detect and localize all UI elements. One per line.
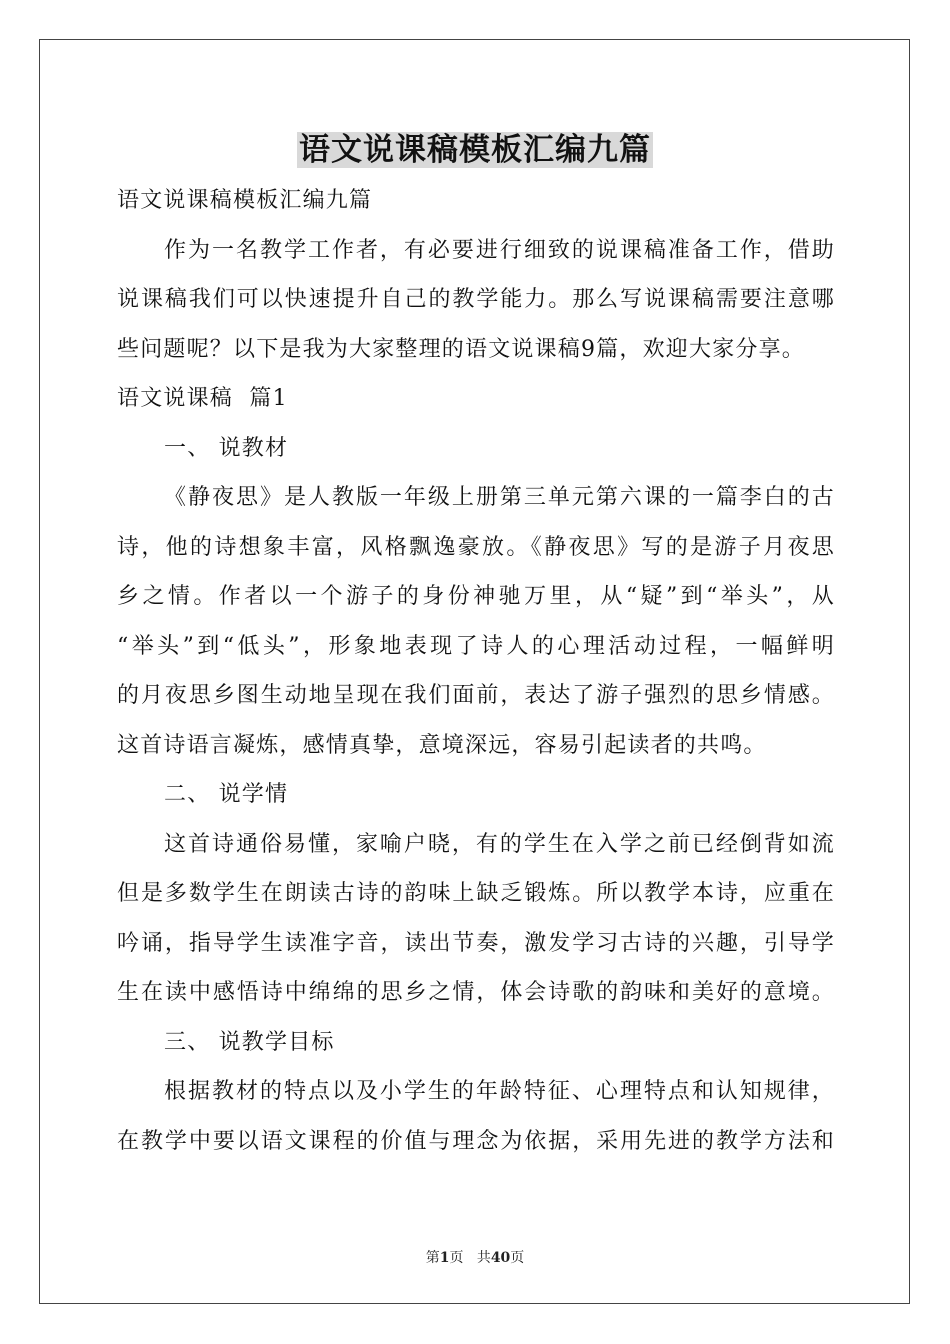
paragraph-line: 吟诵，指导学生读准字音，读出节奏，激发学习古诗的兴趣，引导学: [117, 930, 835, 956]
paragraph-line: 些问题呢？以下是我为大家整理的语文说课稿9篇，欢迎大家分享。: [117, 336, 805, 362]
paragraph-line: 生在读中感悟诗中绵绵的思乡之情，体会诗歌的韵味和美好的意境。: [117, 980, 835, 1005]
paragraph-line: 《静夜思》是人教版一年级上册第三单元第六课的一篇李白的古: [164, 485, 835, 510]
page-suffix: 页: [449, 1250, 464, 1266]
document-subtitle: 语文说课稿模板汇编九篇: [117, 188, 373, 213]
document-title-text: 语文说课稿模板汇编九篇: [299, 132, 651, 168]
document-title: [0, 128, 950, 172]
page-footer: [0, 1247, 950, 1267]
paragraph-line: 说课稿我们可以快速提升自己的教学能力。那么写说课稿需要注意哪: [117, 287, 835, 312]
paragraph-line: 根据教材的特点以及小学生的年龄特征、心理特点和认知规律，: [164, 1079, 835, 1104]
subsection-heading: 二、 说学情: [164, 782, 289, 807]
total-prefix: 共: [476, 1250, 491, 1266]
total-pages: 40: [490, 1250, 511, 1266]
subsection-heading: 一、 说教材: [164, 435, 289, 461]
page-prefix: 第: [425, 1250, 440, 1266]
section-heading: 语文说课稿 篇1: [117, 386, 288, 411]
paragraph-line: 在教学中要以语文课程的价值与理念为依据，采用先进的教学方法和: [117, 1128, 835, 1154]
paragraph-line: 诗，他的诗想象丰富，风格飘逸豪放。《静夜思》写的是游子月夜思: [117, 534, 835, 560]
document-body: [117, 176, 835, 1166]
paragraph-line: 的月夜思乡图生动地呈现在我们面前，表达了游子强烈的思乡情感。: [117, 683, 835, 708]
paragraph-line: 这首诗语言凝炼，感情真挚，意境深远，容易引起读者的共鸣。: [117, 732, 767, 758]
paragraph-line: 乡之情。作者以一个游子的身份神驰万里，从“疑”到“举头”，从: [117, 584, 835, 609]
paragraph-line: 这首诗通俗易懂，家喻户晓，有的学生在入学之前已经倒背如流: [164, 831, 835, 857]
subsection-heading: 三、 说教学目标: [164, 1029, 335, 1055]
paragraph-line: 但是多数学生在朗读古诗的韵味上缺乏锻炼。所以教学本诗，应重在: [117, 881, 835, 906]
paragraph-line: 作为一名教学工作者，有必要进行细致的说课稿准备工作，借助: [164, 237, 835, 263]
total-suffix: 页: [510, 1250, 525, 1266]
page-number: 1: [439, 1250, 450, 1266]
paragraph-line: “举头”到“低头”，形象地表现了诗人的心理活动过程，一幅鲜明: [117, 633, 835, 659]
